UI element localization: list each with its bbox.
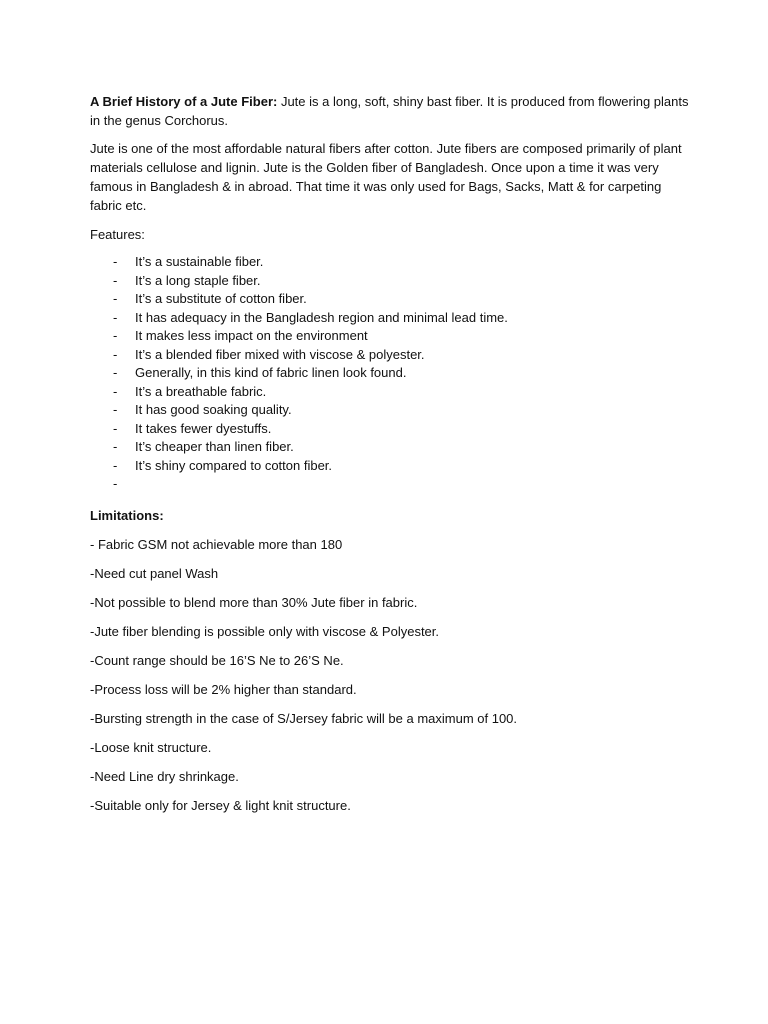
limitation-item: -Jute fiber blending is possible only with viscose & Polyester.	[90, 623, 440, 639]
limitation-item: - Fabric GSM not achievable more than 180	[90, 536, 343, 552]
list-item-text: It has good soaking quality.	[135, 402, 292, 417]
list-item-text: It’s a sustainable fiber.	[135, 254, 264, 269]
list-item-text: It’s a substitute of cotton fiber.	[135, 291, 307, 306]
list-item	[90, 309, 690, 328]
list-item	[90, 475, 690, 494]
list-item-text: It has adequacy in the Bangladesh region and minimal lead time.	[135, 309, 508, 325]
list-item-text: It makes less impact on the environment	[135, 328, 368, 343]
list-item	[90, 383, 690, 402]
limitation-item: -Count range should be 16’S Ne to 26’S Ne.	[90, 652, 344, 668]
limitation-item: -Suitable only for Jersey & light knit structure.	[90, 797, 351, 813]
list-item	[90, 253, 690, 272]
bullet-dash: -	[113, 254, 118, 269]
list-item-text: Generally, in this kind of fabric linen look found.	[135, 365, 407, 380]
list-item-text: It’s cheaper than linen fiber.	[135, 439, 294, 454]
document-page	[90, 92, 690, 825]
list-item-text: It’s a blended fiber mixed with viscose & polyester.	[135, 346, 425, 362]
bullet-dash: -	[113, 457, 118, 473]
list-item	[90, 272, 690, 291]
list-item	[90, 420, 690, 439]
limitation-item: -Not possible to blend more than 30% Jute fiber in fabric.	[90, 594, 418, 610]
limitation-item: -Loose knit structure.	[90, 739, 212, 755]
bullet-dash: -	[113, 420, 118, 436]
list-item-text: It’s a long staple fiber.	[135, 272, 261, 288]
list-item-text: It takes fewer dyestuffs.	[135, 420, 272, 436]
bullet-dash: -	[113, 402, 118, 417]
list-item	[90, 327, 690, 346]
list-item-text: It’s a breathable fabric.	[135, 383, 267, 399]
list-item	[90, 364, 690, 383]
bullet-dash: -	[113, 272, 118, 288]
limitation-item: -Bursting strength in the case of S/Jersey fabric will be a maximum of 100.	[90, 710, 518, 726]
list-item	[90, 290, 690, 309]
list-item	[90, 401, 690, 420]
list-item	[90, 346, 690, 365]
intro-text: Jute is a long, soft, shiny bast fiber. It is produced from flowering plants in the genus Corchorus.	[90, 94, 689, 128]
list-item	[90, 438, 690, 457]
limitations-title: Limitations:	[90, 507, 164, 523]
bullet-dash: -	[113, 365, 118, 380]
list-item	[90, 457, 690, 476]
limitation-item: -Need Line dry shrinkage.	[90, 768, 239, 784]
bullet-dash: -	[113, 346, 118, 362]
bullet-dash: -	[113, 309, 118, 325]
bullet-dash: -	[113, 328, 118, 343]
limitation-item: -Process loss will be 2% higher than standard.	[90, 681, 357, 697]
features-label: Features:	[90, 227, 145, 242]
limitation-item: -Need cut panel Wash	[90, 565, 219, 581]
intro-heading: A Brief History of a Jute Fiber:	[90, 94, 278, 109]
features-list	[90, 253, 690, 494]
bullet-dash: -	[113, 476, 118, 491]
list-item-text: It’s shiny compared to cotton fiber.	[135, 457, 333, 473]
jute-description-paragraph: Jute is one of the most affordable natural fibers after cotton. Jute fibers are composed primarily of plant materials cellulose and lignin. Jute is the Golden fiber of Bangladesh. Once upon a time it was very famous in Bangladesh & in abroad. That time it was only used for Bags, Sacks, Matt & for carpeting fabric etc.	[90, 141, 682, 213]
intro-paragraph	[90, 92, 690, 130]
bullet-dash: -	[113, 383, 118, 399]
bullet-dash: -	[113, 291, 118, 306]
bullet-dash: -	[113, 439, 118, 454]
